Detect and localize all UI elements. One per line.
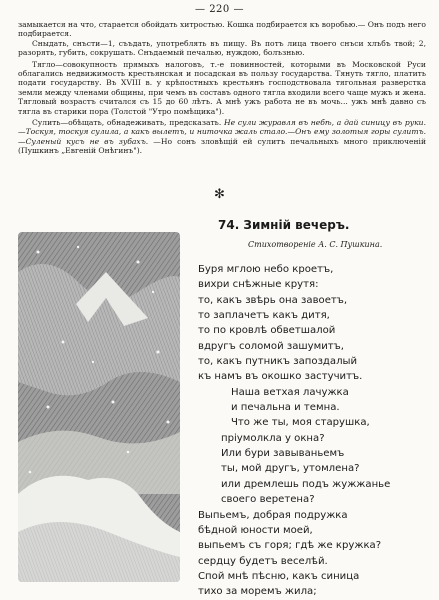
- glossary-text: [18, 20, 426, 156]
- poem-line: тихо за моремъ жила;: [198, 586, 317, 598]
- glossary-entry-sulit-proverbs: Не сули журавля въ небѣ, а дай синицу въ руки.—Тоскуя, тоскуя сулила, а какъ вылетъ, и ниточка жаль стало.—Онъ ему золотыя горы сулитъ.—Суленый кусъ не въ зубахъ.: [18, 118, 426, 146]
- glossary-paragraph: замыкается на что, старается обойдать хитростью. Кошка подбирается къ воробью.— Онъ подъ него подбирается.: [18, 20, 426, 39]
- glossary-entry-sulit-def: Сулить—обѣщать, обнадеживать, предсказать.: [32, 118, 222, 128]
- glossary-entry-tyaglo: Тягло—совокупность прямыхъ налоговъ, т.-е повинностей, которыми въ Московской Руси облагались недвижимость крестьянская и посадская въ пользу государства. Тянуть тягло, платить подати государству. Въ XVIII в. у крѣпостныхъ крестьянъ господствовала тягольная разверстка земли между членами общины, при чемъ въ составъ одного тягла входили всего чаще мужъ и жена. Тягловый возрастъ считался съ 15 до 60 лѣтъ. А мнѣ ужъ работа не въ мочь... ужъ мнѣ давно съ тягла въ старики пора (Толстой "Утро помѣщика").: [18, 59, 427, 116]
- poem-line: своего веретена?: [221, 494, 315, 506]
- poem-line: Или бури завываньемъ: [221, 448, 345, 460]
- poem-text: [198, 262, 430, 600]
- poem-line: или дремлешь подъ жужжанье: [221, 478, 391, 490]
- poem-line: къ намъ въ окошко застучитъ.: [198, 371, 363, 383]
- poem-line: Буря мглою небо кроетъ,: [198, 264, 334, 275]
- glossary-entry-sulit: [18, 118, 426, 156]
- poem-title: 74. Зимній вечеръ.: [218, 218, 350, 232]
- poem-line: и печальна и темна.: [231, 402, 340, 414]
- poem-line: выпьемъ съ горя; гдѣ же кружка?: [198, 540, 382, 552]
- poem-line: то, какъ путникъ запоздалый: [198, 356, 358, 368]
- page-number: — 220 —: [195, 4, 244, 15]
- poem-line: Выпьемъ, добрая подружка: [198, 509, 348, 521]
- poem-line: Спой мнѣ пѣсню, какъ синица: [198, 570, 360, 582]
- poem-line: Что же ты, моя старушка,: [231, 417, 370, 429]
- poem-line: ты, мой другъ, утомлена?: [221, 463, 360, 475]
- poem-line: пріумолкла у окна?: [221, 432, 325, 444]
- poem-line: вихри снѣжные крутя:: [198, 279, 319, 291]
- winter-storm-illustration: [18, 232, 180, 582]
- glossary-entry-snedat: Сныдать, снъсти—1, съъдать, употреблять въ пищу. Въ потъ лица твоего снъси хлъбъ твой; 2, разорять, губить, сокрушать. Снъдаемый печалью, нуждою, болъзнью.: [18, 38, 426, 58]
- poem-line: Наша ветхая лачужка: [231, 386, 349, 398]
- glossary-entry-sulit-quote: —Но сонъ зловѣщій ей сулитъ печальныхъ много приключеній (Пушкинъ „Евгеній Онѣгинъ").: [18, 136, 427, 156]
- poem-line: вдругъ соломой зашумитъ,: [198, 340, 345, 352]
- poem-line: то, какъ звѣрь она завоетъ,: [198, 294, 348, 306]
- poem-line: то по кровлѣ обветшалой: [198, 325, 336, 337]
- poem-line: то заплачетъ какъ дитя,: [198, 310, 330, 322]
- section-divider-ornament: ✻: [214, 187, 225, 202]
- poem-line: сердцу будетъ веселѣй.: [198, 555, 328, 567]
- poem-line: бѣдной юности моей,: [198, 524, 313, 536]
- poem-attribution: Стихотвореніе А. С. Пушкина.: [248, 240, 383, 249]
